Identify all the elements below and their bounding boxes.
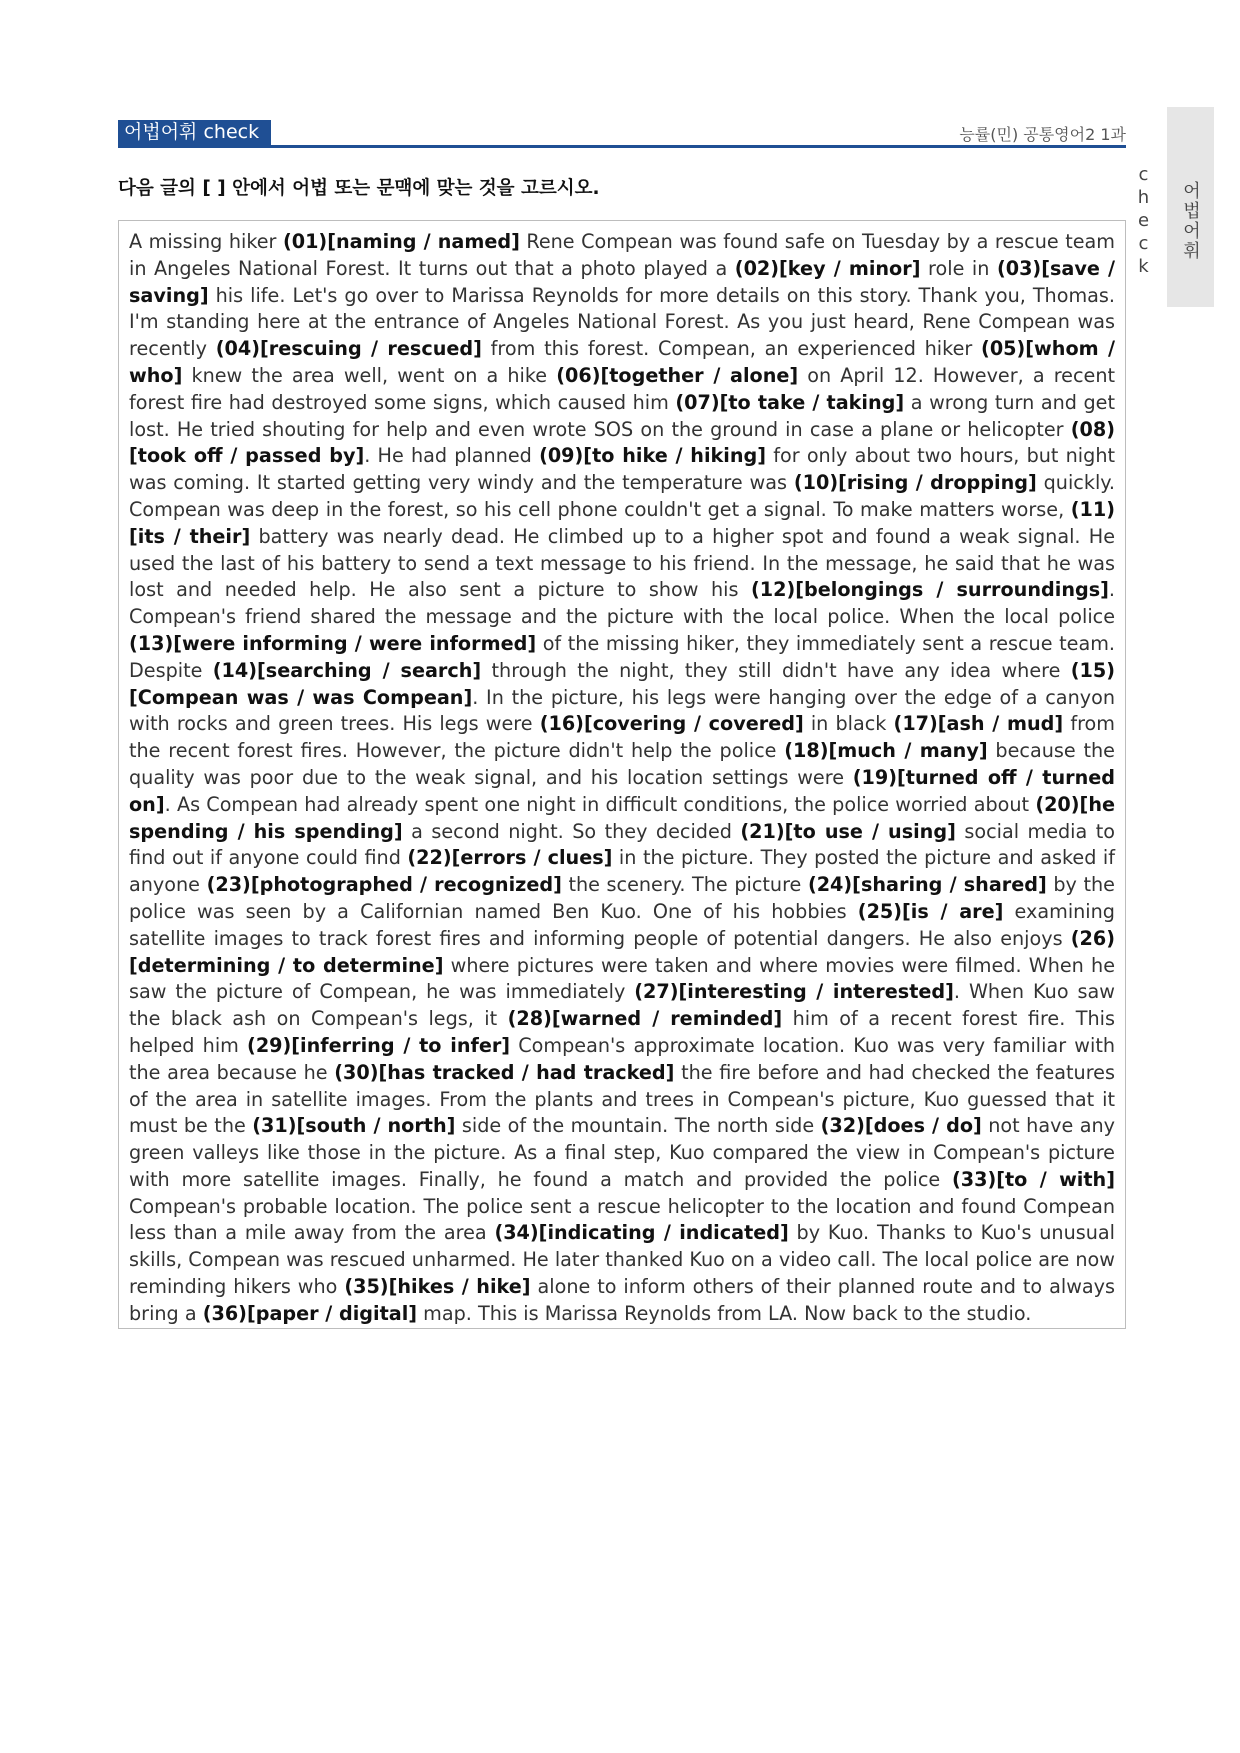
passage-run: . In the picture, his legs were hanging over the edge of a canyon with rocks and green trees. His legs were: [129, 685, 1115, 736]
choice-bracket: (20)[he spending / his spending]: [129, 792, 1115, 843]
choice-bracket: (24)[sharing / shared]: [807, 873, 1047, 897]
passage-box: [118, 220, 1126, 1329]
choice-bracket: (14)[searching / search]: [212, 658, 482, 682]
choice-bracket: (07)[to take / taking]: [675, 390, 905, 414]
passage-run: of the missing hiker, they immediately sent a rescue team. Despite: [129, 631, 1115, 682]
passage-run: . As Compean had already spent one night in difficult conditions, the police worried about: [164, 792, 1036, 816]
passage-run: social media to find out if anyone could find: [129, 819, 1116, 870]
choice-bracket: (32)[does / do]: [820, 1114, 982, 1138]
passage-run: Compean's approximate location. Kuo was very familiar with the area because he: [129, 1033, 1115, 1084]
passage-run: by the police was seen by a Californian named Ben Kuo. One of his hobbies: [129, 873, 1115, 923]
side-tab: 어법어휘 check: [1167, 107, 1214, 307]
passage-run: map. This is Marissa Reynolds from LA. Now back to the studio.: [417, 1301, 1032, 1325]
passage-run: in black: [803, 712, 894, 736]
choice-bracket: (06)[together / alone]: [556, 363, 799, 387]
passage-text: [129, 229, 1115, 1328]
choice-bracket: (26)[determining / to determine]: [129, 926, 1115, 977]
choice-bracket: (17)[ash / mud]: [893, 712, 1064, 736]
choice-bracket: (08)[took off / passed by]: [129, 417, 1115, 468]
choice-bracket: (31)[south / north]: [252, 1114, 456, 1138]
passage-run: because the quality was poor due to the weak signal, and his location settings were: [129, 739, 1115, 789]
choice-bracket: (10)[rising / dropping]: [793, 471, 1037, 495]
choice-bracket: (02)[key / minor]: [734, 256, 921, 280]
passage-run: a second night. So they decided: [402, 819, 741, 843]
choice-bracket: (19)[turned off / turned on]: [129, 765, 1115, 816]
passage-run: from the recent forest fires. However, the picture didn't help the police: [129, 712, 1115, 763]
choice-bracket: (01)[naming / named]: [282, 230, 520, 253]
choice-bracket: (21)[to use / using]: [740, 819, 956, 843]
passage-run: side of the mountain. The north side: [455, 1114, 821, 1138]
passage-run: battery was nearly dead. He climbed up to a higher spot and found a weak signal. He used the last of his battery to send a text message to his friend. In the message, he said that he was lost and needed help. He also sent a picture to show his: [129, 524, 1116, 602]
passage-run: quickly. Compean was deep in the forest, so his cell phone couldn't get a signal. To make matters worse,: [129, 471, 1115, 521]
passage-run: Rene Compean was found safe on Tuesday by a rescue team in Angeles National Forest. It turns out that a photo played a: [129, 230, 1115, 280]
choice-bracket: (34)[indicating / indicated]: [494, 1221, 789, 1245]
passage-run: role in: [920, 256, 997, 280]
passage-run: alone to inform others of their planned route and to always bring a: [129, 1275, 1115, 1325]
choice-bracket: (35)[hikes / hike]: [344, 1275, 531, 1299]
passage-run: on April 12. However, a recent forest fire had destroyed some signs, which caused him: [129, 363, 1116, 414]
choice-bracket: (16)[covering / covered]: [539, 712, 804, 736]
choice-bracket: (29)[inferring / to infer]: [247, 1033, 511, 1057]
passage-run: where pictures were taken and where movies were filmed. When he saw the picture of Compean, he was immediately: [129, 953, 1115, 1004]
choice-bracket: (25)[is / are]: [857, 899, 1004, 923]
passage-run: A missing hiker: [129, 230, 283, 253]
passage-run: Compean's probable location. The police sent a rescue helicopter to the location and found Compean less than a mile away from the area: [129, 1194, 1115, 1245]
choice-bracket: (03)[save / saving]: [129, 256, 1115, 307]
choice-bracket: (11)[its / their]: [129, 497, 1115, 548]
choice-bracket: (27)[interesting / interested]: [634, 980, 954, 1004]
passage-run: examining satellite images to track forest fires and informing people of potential dangers. He also enjoys: [129, 899, 1115, 950]
passage-run: knew the area well, went on a hike: [182, 363, 557, 387]
passage-run: his life. Let's go over to Marissa Reynolds for more details on this story. Thank you, Thomas. I'm standing here at the entrance of Angeles National Forest. As you just heard, Rene Compean was recently: [129, 283, 1115, 361]
choice-bracket: (15)[Compean was / was Compean]: [129, 658, 1116, 709]
choice-bracket: (13)[were informing / were informed]: [129, 631, 537, 655]
choice-bracket: (28)[warned / reminded]: [507, 1007, 783, 1031]
choice-bracket: (05)[whom / who]: [129, 337, 1115, 387]
choice-bracket: (09)[to hike / hiking]: [539, 444, 767, 468]
passage-run: a wrong turn and get lost. He tried shouting for help and even wrote SOS on the ground in case a plane or helicopter: [129, 390, 1115, 441]
section-tag: 어법어휘 check: [118, 120, 271, 145]
passage-run: the fire before and had checked the features of the area in satellite images. From the plants and trees in Compean's picture, Kuo guessed that it must be the: [129, 1060, 1115, 1138]
choice-bracket: (22)[errors / clues]: [407, 846, 613, 870]
course-label: 능률(민) 공통영어2 1과: [959, 125, 1126, 144]
page-header: [118, 120, 1126, 148]
passage-run: him of a recent forest fire. This helped him: [129, 1007, 1115, 1057]
passage-run: not have any green valleys like those in the picture. As a final step, Kuo compared the view in Compean's picture with more satellite images. Finally, he found a match and provided the police: [129, 1114, 1115, 1191]
passage-run: . Compean's friend shared the message and the picture with the local police. When the local police: [129, 578, 1116, 629]
instruction: 다음 글의 [ ] 안에서 어법 또는 문맥에 맞는 것을 고르시오.: [118, 178, 600, 199]
passage-run: for only about two hours, but night was coming. It started getting very windy and the temperature was: [129, 444, 1116, 495]
passage-run: from this forest. Compean, an experienced hiker: [481, 337, 982, 361]
choice-bracket: (23)[photographed / recognized]: [206, 873, 562, 897]
passage-run: . When Kuo saw the black ash on Compean's legs, it: [129, 980, 1115, 1031]
passage-run: in the picture. They posted the picture and asked if anyone: [129, 846, 1115, 897]
passage-run: the scenery. The picture: [561, 873, 808, 897]
choice-bracket: (33)[to / with]: [951, 1167, 1115, 1191]
choice-bracket: (12)[belongings / surroundings]: [751, 578, 1109, 602]
choice-bracket: (36)[paper / digital]: [202, 1301, 418, 1325]
choice-bracket: (18)[much / many]: [784, 739, 988, 763]
choice-bracket: (30)[has tracked / had tracked]: [334, 1060, 675, 1084]
passage-run: through the night, they still didn't have any idea where: [481, 658, 1071, 682]
choice-bracket: (04)[rescuing / rescued]: [215, 337, 482, 361]
passage-run: . He had planned: [364, 444, 540, 468]
passage-run: by Kuo. Thanks to Kuo's unusual skills, Compean was rescued unharmed. He later thanked Kuo on a video call. The local police are now reminding hikers who: [129, 1221, 1115, 1299]
